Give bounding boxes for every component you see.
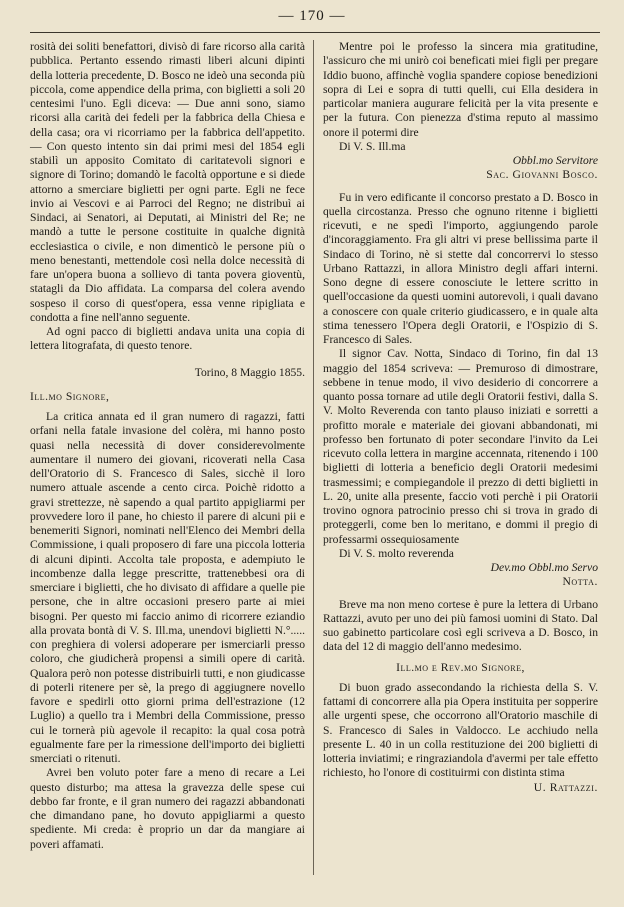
letter-signature: Notta. [562, 575, 598, 589]
paragraph: La critica annata ed il gran numero di ragazzi, fatti orfani nella fatale invasione del colèra, mi hanno posto quasi nella necessità di dover considerevolmente aumentare il numero dei giovani, ricoverati nella Casa dell'Oratorio di S. Francesco di Sales, sicchè il loro numero attuale ascende a cento circa. Poichè ridotto a gravi strettezze, nè sapendo a qual partito appigliarmi per provvedere loro il pane, ho chiesto il parere di alcuni pii e benemeriti Signori, nominati nell'Elenco dei Membri della Commissione, i quali proposero di fare una piccola lotteria di alcuni dipinti. Accolta tale proposta, e adempiuto le incombenze dalla legge prescritte, trattenebbesi ora di smerciare i biglietti, che ho divisato di affidare a quelle pie persone, che in altre occasioni presero parte ai miei bisogni. Per questo mi faccio animo di ricorrere eziandio alla provata bontà di V. S. Ill.ma, unendovi biglietti N.°..... con preghiera di volersi adoperare per ismerciarli presso coloro, che giudicherà propensi a simili opere di carità. Qualora però non potesse distribuirli tutti, e non giudicasse di poterli ritenere per sè, la prego di aggiugnere novello favore e spedirli otto giorni prima dell'estrazione (12 Luglio) a quello tra i Membri della Commissione, presso cui le tornerà più agevole il recapito: la qual cosa potrà egualmente fare per la rimessione dell'importo dei biglietti smerciati o ritenuti. [30, 410, 305, 765]
letter-servant: Obbl.mo Servitore [512, 154, 598, 167]
letter-closing: Di V. S. molto reverenda [339, 546, 454, 560]
paragraph: Ad ogni pacco di biglietti andava unita una copia di lettera litografata, di questo tenore. [30, 325, 305, 353]
paragraph: Mentre poi le professo la sincera mia gratitudine, l'assicuro che mi unirò coi beneficati miei figli per pregare Iddio buono, affinchè voglia spandere copiose benedizioni sopra di Lei e sopra di tutti quelli, cui Ella desidera in particolar maniera augurare felicità per la vita presente e per la futura. Con pienezza d'stima reputo al massimo onore il potermi dire [323, 40, 598, 139]
letter-servant: Dev.mo Obbl.mo Servo [490, 561, 598, 574]
paragraph: rosità dei soliti benefattori, divisò di fare ricorso alla carità pubblica. Pertanto essendo rimasti liberi alcuni dipinti della lotteria precedente, D. Bosco ne ideò una seconda più piccola, come appendice della prima, con biglietti a soli 20 centesimi l'uno. Egli diceva: — Due anni sono, siamo ricorsi alla carità dei fedeli per la fabbrica della Chiesa e della casa; ora vi ricorriamo per la fabbrica dell'appetito. — Con questo intento sin dai primi mesi del 1854 egli stabilì un apposito Comitato di caritatevoli signori e signore di Torino; domandò le facoltà opportune e si diede attorno a smerciare biglietti per ogni parte. Egli ne fece invio ai Vescovi e ai Parroci del Regno; ne distribuì ai Sindaci, ai Senatori, ai Deputati, ai Ministri del Re; ne mandò a tutte le persone costituite in qualche dignità ecclesiastica o civile, e non dimenticò le persone più o meno benestanti, mettendole così nella dolce necessità di fare un'opera buona a sollievo di tanta povera gioventù, statagli da Dio affidata. La comparsa del colera avendo sospeso il corso di quest'opera, essa venne ripigliata e condotta a fine nell'anno seguente. [30, 40, 305, 324]
page-number: — 170 — [278, 8, 346, 24]
letter-salutation: Ill.mo Signore, [30, 389, 110, 403]
paragraph: Fu in vero edificante il concorso prestato a D. Bosco in quella circostanza. Presso che ognuno ritenne i biglietti ricevuti, e ne spedì l'importo, aggiungendo parole d'incoraggiamento. Fra gli altri vi prese bellissima parte il Sindaco di Torino, nè si stette dal concorrervi lo stesso Urbano Rattazzi, in allora Ministro degli affari interni. Sono degne di essere conosciute le lettere scritto in quell'occasione da questi uomini autorevoli, i quali davano a conoscere con quale criterio giudicassero, e in quale alta stima tenessero l'Opera degli Oratorii, e l'Ospizio di S. Francesco di Sales. [323, 190, 598, 346]
left-column [30, 40, 305, 852]
letter-signature: Sac. Giovanni Bosco. [486, 168, 598, 182]
letter-dateline: Torino, 8 Maggio 1855. [194, 365, 305, 379]
paragraph: Di buon grado assecondando la richiesta della S. V. fattami di concorrere alla pia Opera instituita per sopperire alle urgenti spese, che occorrono all'Oratorio maschile di S. Francesco di Sales in Valdocco. Le acchiudo nella presente L. 40 in un colla restituzione dei 200 biglietti di lotteria inviatimi; e ringraziandola d'avermi per tale effetto richiesto, ho l'onore di costituirmi con distinta stima [323, 680, 598, 780]
header-rule [30, 32, 600, 33]
column-divider [313, 40, 314, 875]
paragraph: Breve ma non meno cortese è pure la lettera di Urbano Rattazzi, avuto per uno dei più famosi uomini di Stato. Dal suo gabinetto particolare così egli scriveva a D. Bosco, in data del 12 di maggio dell'anno medesimo. [323, 597, 598, 654]
letter-salutation: Ill.mo e Rev.mo Signore, [396, 660, 525, 674]
paragraph: Avrei ben voluto poter fare a meno di recare a Lei questo disturbo; ma attesa la gravezza delle spese cui debbo far fronte, e il gran numero dei ragazzi abbandonati che dimandano pane, ho dovuto appigliarmi a questo spediente. Mi creda: è proprio un dar da mangiare ai poveri affamati. [30, 766, 305, 851]
right-column [323, 40, 598, 795]
letter-closing: Di V. S. Ill.ma [339, 139, 406, 153]
letter-signature: U. Rattazzi. [533, 780, 598, 794]
paragraph: Il signor Cav. Notta, Sindaco di Torino, fin dal 13 maggio del 1854 scriveva: — Premuroso di dimostrare, sebbene in tenue modo, il vivo desiderio di concorrere a quanto possa tornare ad utile degli Oratorii festivi, dalla S. V. Molto Reverenda con tanto plauso iniziati e sorretti a profitto morale e materiale dei giovani abbandonati, mi professo ben fortunato di poter secondare l'invito da Lei ricevuto colla lettera in margine accennata, ritenendo i 100 biglietti di lotteria a beneficio degli Oratorii medesimi trasmessimi; e compiegandole il prezzo di detti biglietti in L. 20, unite alla presente, faccio voti perchè i pii Oratorii trovino ognora patrocinio presso chi si trova in grado di proteggerli, come ben lo meritano, e dommi il pregio di professarmi ossequiosamente [323, 347, 598, 546]
